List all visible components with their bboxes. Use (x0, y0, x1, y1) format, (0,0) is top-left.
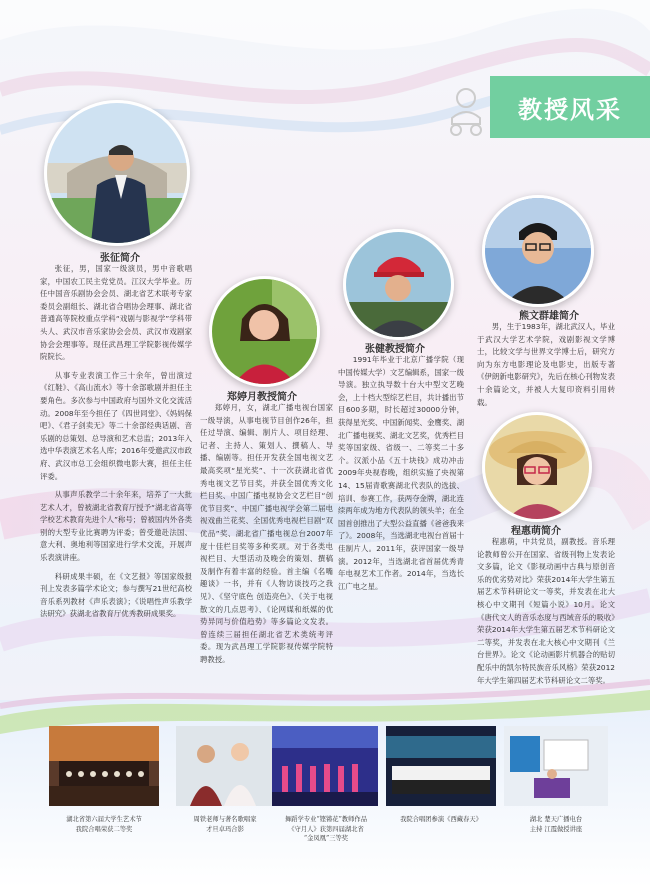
bio-paragraph: 程惠萌，中共党员，副教授。音乐理论教师曾公开在国家、省级刊物上发表论文多篇，论文《影视动画中古典与原创音乐的优劣势对比》荣获2014年大学生第五届艺术节科研论文一等奖，并发表在北大核心中文期刊《短篇小说》10月。论文《唐代文人的音乐态度与西域音乐的吸收》荣获2014年大学生第五届艺术节科研论文二等奖，并发表在北大核心中文期刊《兰台世界》。论文《论动画影片机器合的贴切配乐中的凯尔特民族音乐风格》荣获2012年大学生第四届艺术节科研论文二等奖。 (477, 537, 615, 685)
gallery-caption: 湖北 楚天广播电台 主持 江霞做授讲座 (529, 816, 583, 833)
bio-paragraph: 科研成果丰硕，在《文艺报》等国家级报刊上发表多篇学术论文；参与撰写21世纪高校音乐系列教材《声乐表演》；《说唱性声乐教学法研究》获湖北省教育厅优秀教研成果奖。 (40, 571, 192, 619)
bio-paragraph: 从事声乐教学二十余年来，培养了一大批艺术人才，曾被湖北省教育厅授予“湖北省高等学校艺术教育先进个人”称号；曾被国内外各类别的大型专业比赛聘为评委；曾受邀赴法国、意大利、奥地利等国家进行学术交流，开展声乐表演讲座。 (40, 490, 192, 563)
name-zhang-zheng: 张征简介 (100, 253, 140, 264)
bio-paragraph: 从事专业表演工作三十余年，曾出演过《红鞋》、《高山流水》等十余部歌剧并担任主要角色。多次参与中国政府与国外文化交流活动。2008年至今担任了《四世同堂》、《妈妈保吧》、《君子剑卖无》等二十余部经典话剧、音乐剧的总策划、总导演和艺术总监；2013年入选中华表演艺术名人库；2016年受邀武汉市政府、武汉市总工会组织微电影大赛，担任主任评委。 (40, 370, 192, 481)
gallery-caption: 湖北省第六届大学生艺术节 我院合唱荣获二等奖 (66, 816, 142, 833)
bio-xiong-wen (477, 321, 615, 415)
name-zheng-tingyue: 郑婷月教授简介 (227, 392, 297, 403)
bio-zhang-zheng (40, 263, 192, 627)
avatar-zhang-zheng (44, 100, 190, 246)
bio-zheng-tingyue (200, 402, 333, 672)
gallery-photo-portrait (176, 726, 272, 806)
gallery-caption: 我院合唱团参演《西藏春天》 (400, 816, 482, 823)
bio-paragraph: 男，生于1983年，湖北武汉人，毕业于武汉大学艺术学院，戏剧影视文学博士，比较文学与世界文学博士后，研究方向为东方电影理论及电影史，出版专著《伊朗新电影研究》，先后在核心刊物发表十余篇论文，并被人大复印资料引用转载。 (477, 322, 615, 407)
bio-zhang-jian (338, 354, 464, 599)
avatar-xiong-wen (482, 195, 594, 307)
bio-paragraph: 张征，男，国家一级演员，男中音歌唱家，中国农工民主党党员。江汉大学毕业。历任中国音乐剧协会会员、湖北省艺术联考专家委员会副组长、湖北省合唱协会理事、湖北省普通高等院校重点学科“戏剧与影视学”学科带头人、武汉市音乐家协会会员、武汉市戏剧家协会会理事等。现任武昌理工学院影视传媒学院院长。 (40, 264, 192, 362)
section-title-banner: 教授风采 (490, 76, 650, 138)
gallery-caption: 舞蹈学专业“铿锵花”教师作品 《守月人》获第四届湖北省 “金凤凰”三等奖 (284, 816, 367, 843)
bio-paragraph: 1991年毕业于北京广播学院（现中国传媒大学）文艺编辑系，国家一级导演。独立执导数十台大中型文艺晚会，上十档大型综艺栏目，共计播出节目600多期，时长超过30000分钟，获得星光奖、中国新闻奖、金鹰奖、湖北广播电视奖、湖北文艺奖，优秀栏目奖等国家级、省级一、二等奖二十多个。汉派小品《五十块钱》成功冲击2009年央视春晚，组织实施了央视第14、15届青歌赛湖北代表队的选拔、培训、参赛工作，获两夺金牌，湖北连续两年成为地方代表队的领头羊；在全国首创推出了大型公益直播《爸爸我来了》。2008年，当选湖北电视台首届十佳制片人。2011年，获评国家一级导演。2012年，当选湖北省首届优秀青年电视艺术工作者。2014年，当选长江广电之星。 (338, 355, 464, 591)
bio-paragraph: 郑婷月，女，湖北广播电视台国家一级导演，从事电视节目创作26年，担任过导演、编辑、制片人、项目经理、记者、主持人、策划人、撰稿人、导播、编剧等。担任开发获全国电视文艺最高奖项“星光奖”、十一次获湖北省优秀电视文艺节目奖，并获全国优秀文化栏目奖、中国广播电视协会文艺栏目“创优节目奖”、中国广播电视学会第二届电视戏曲兰花奖、全国优秀电视栏目剧“双优品”奖、湖北省广播电视总台2007年度十佳栏目奖等多种奖项。对于各类电视栏目、大型活动及晚会的策划、撰稿及制作有着丰富的经验。首主编《名嘴趣谈》一书，并有《人物访谈技巧之我见》、《坚守底色 创造亮色》、《关于电视散文的几点思考》、《论网媒和纸媒的优势异同与价值趋势》等多篇论文发表。曾连续三届担任湖北省艺术类统考评委。现为武昌理工学院影视传媒学院特聘教授。 (200, 403, 333, 664)
avatar-cheng-huimeng (482, 412, 592, 522)
name-cheng-huimeng: 程惠萌简介 (511, 526, 561, 537)
gallery-photo-lecture (504, 726, 608, 806)
gallery-photo-chorus (386, 726, 496, 806)
avatar-zheng-tingyue (209, 276, 320, 387)
gallery-photo-choir (49, 726, 159, 806)
bio-cheng-huimeng (477, 536, 615, 693)
name-zhang-jian: 张健教授简介 (365, 344, 425, 355)
camera-person-icon (444, 84, 488, 136)
gallery-caption: 周铁老师与著名歌唱家 才旦卓玛合影 (193, 816, 257, 833)
avatar-zhang-jian (343, 229, 454, 340)
name-xiong-wen: 熊文群雄简介 (519, 311, 579, 322)
gallery-photo-dance (272, 726, 378, 806)
